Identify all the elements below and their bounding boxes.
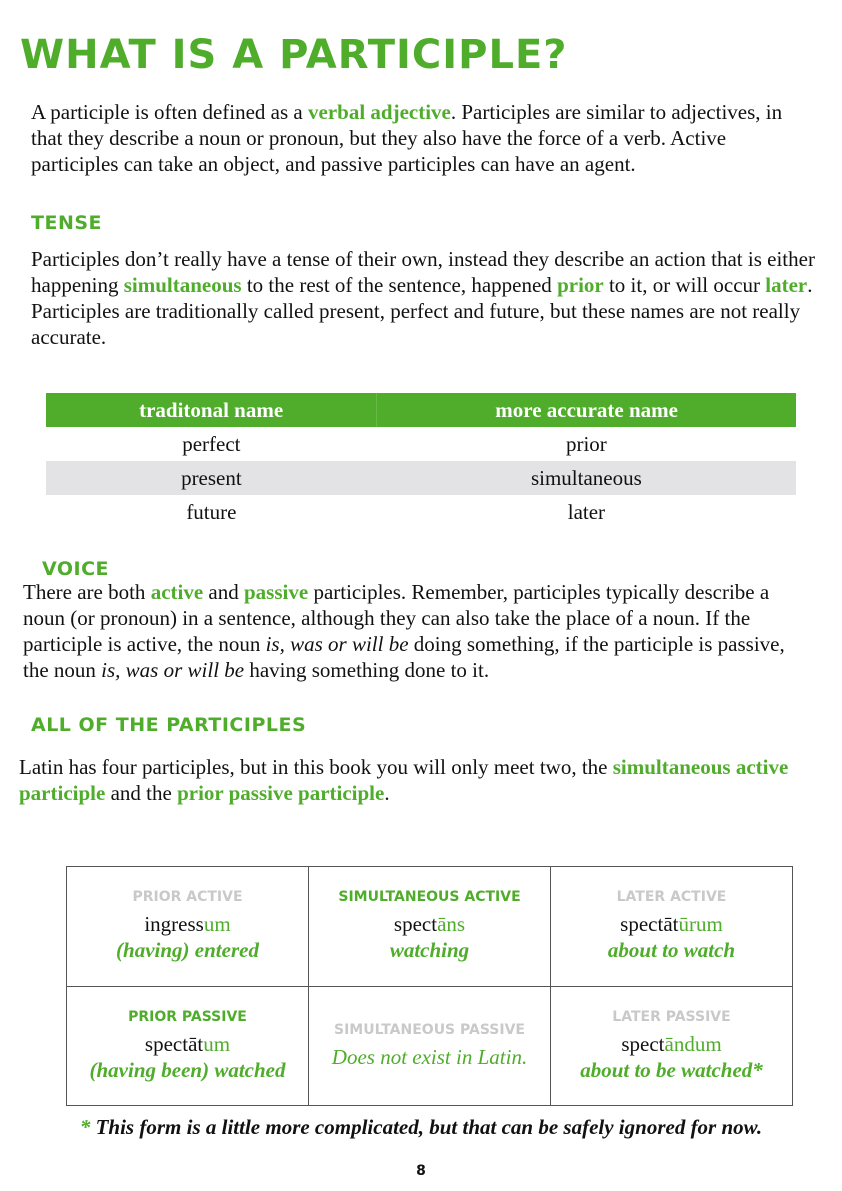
voice-paragraph: There are both active and passive participles. Remember, participles typically describe a noun (or pronoun) in a sentence, although they can also take the place of a noun. If the participle is active, the noun is, was or will be doing something, if the participle is passive, the noun is, was or will be having something done to it. <box>23 580 785 682</box>
header-more-accurate-name: more accurate name <box>377 393 796 427</box>
accurate-name-cell: prior <box>565 431 607 456</box>
translation: (having) entered <box>116 938 259 963</box>
traditional-name-cell: perfect <box>182 431 241 456</box>
tense-paragraph: Participles don’t really have a tense of their own, instead they describe an action that is either happening simultaneous to the rest of the sentence, happened prior to it, or will occur later. Participles are traditionally called present, perfect and future, but these names are not really accurate. <box>31 247 815 349</box>
later-passive-cell <box>551 986 793 1106</box>
grid-row-passive <box>67 986 793 1106</box>
translation: watching <box>389 938 470 963</box>
simultaneous-passive-label: SIMULTANEOUS PASSIVE <box>334 1021 525 1038</box>
table-row <box>46 427 796 461</box>
latin-form: ingressum <box>144 912 231 937</box>
latin-form: spectāndum <box>621 1031 722 1056</box>
names-table-header <box>46 393 796 427</box>
footnote: * This form is a little more complicated, but that can be safely ignored for now. <box>79 1115 763 1139</box>
highlight-verbal-adjective: verbal adjective <box>308 100 451 124</box>
grid-row-active <box>67 867 793 987</box>
traditional-name-cell: present <box>46 461 377 495</box>
traditional-name-cell: future <box>186 499 237 524</box>
does-not-exist-note: Does not exist in Latin. <box>331 1044 528 1069</box>
latin-form: spectāns <box>393 912 466 937</box>
accurate-name-cell: later <box>567 499 606 524</box>
page-title: WHAT IS A PARTICIPLE? <box>20 32 568 78</box>
all-participles-heading: ALL OF THE PARTICIPLES <box>31 714 307 736</box>
accurate-name-cell: simultaneous <box>377 461 796 495</box>
prior-passive-label: PRIOR PASSIVE <box>128 1008 247 1025</box>
tense-heading: TENSE <box>31 212 103 234</box>
header-traditional-name: traditonal name <box>46 393 377 427</box>
asterisk: * <box>79 1115 91 1139</box>
table-row <box>46 461 796 495</box>
translation: about to watch <box>607 938 736 963</box>
prior-active-label: PRIOR ACTIVE <box>132 889 243 906</box>
voice-heading: VOICE <box>42 558 110 580</box>
simultaneous-active-label: SIMULTANEOUS ACTIVE <box>338 889 521 906</box>
all-participles-paragraph: Latin has four participles, but in this book you will only meet two, the simultaneous active participle and the prior passive participle. <box>19 755 789 805</box>
simultaneous-active-cell <box>309 867 551 987</box>
participle-names-table <box>46 393 796 529</box>
simultaneous-passive-cell <box>309 986 551 1106</box>
table-row <box>46 495 796 529</box>
later-active-cell <box>551 867 793 987</box>
participle-forms-grid <box>66 866 793 1106</box>
later-passive-label: LATER PASSIVE <box>612 1008 731 1025</box>
intro-paragraph: A participle is often defined as a verbal adjective. Participles are similar to adjectives, in that they describe a noun or pronoun, but they also have the force of a verb. Active participles can take an object, and passive participles can have an agent. <box>31 100 783 176</box>
latin-form: spectātūrum <box>620 912 723 937</box>
prior-active-cell <box>67 867 309 987</box>
page-number: 8 <box>416 1163 426 1179</box>
later-active-label: LATER ACTIVE <box>616 889 727 906</box>
latin-form: spectātum <box>144 1031 231 1056</box>
prior-passive-cell <box>67 986 309 1106</box>
translation: (having been) watched <box>89 1057 286 1082</box>
translation: about to be watched* <box>580 1057 763 1082</box>
